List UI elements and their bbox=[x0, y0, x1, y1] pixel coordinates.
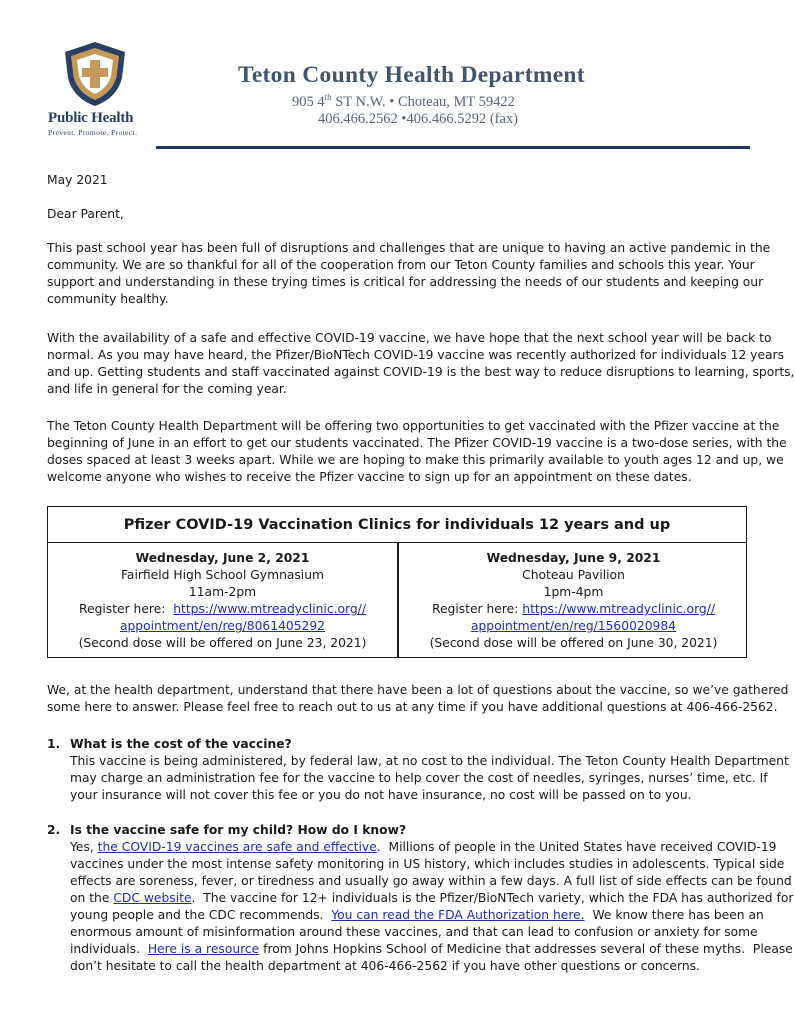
second-dose-note: (Second dose will be offered on June 23, 2021) bbox=[78, 636, 367, 650]
clinic-location: Fairfield High School Gymnasium bbox=[120, 568, 324, 582]
register-link[interactable]: https://www.mtreadyclinic.org// bbox=[522, 602, 716, 616]
answer-cost: This vaccine is being administered, by federal law, at no cost to the individual. The Teton County Health Department may charge an administration fee for the vaccine to help cover the cost of needles, syringes, nurses’ time, etc. If your insurance will not cover this fee or you do not have insurance, no cost will be passed on to you. bbox=[70, 754, 789, 802]
clinic-choteau bbox=[399, 550, 748, 652]
organization-address: 905 4th ST N.W. • Choteau, MT 59422 bbox=[292, 92, 515, 110]
clinic-date: Wednesday, June 2, 2021 bbox=[135, 551, 310, 565]
register-link-continued[interactable]: appointment/en/reg/1560020984 bbox=[470, 619, 677, 633]
register-link-continued[interactable]: appointment/en/reg/8061405292 bbox=[119, 619, 326, 633]
myths-resource-link[interactable]: Here is a resource bbox=[147, 942, 260, 956]
paragraph-vaccine-availability: With the availability of a safe and effective COVID-19 vaccine, we have hope that the next school year will be back to normal. As you may have heard, the Pfizer/BioNTech COVID-19 vaccine was recently authorized for individuals 12 years and up. Getting students and staff vaccinated against COVID-19 is the best way to reduce disruptions to learning, sports, and life in general for the coming year. bbox=[47, 331, 795, 396]
clinic-register-line: Register here: https://www.mtreadyclinic.org// bbox=[79, 602, 366, 616]
question-number: 2. bbox=[47, 823, 61, 837]
clinic-fairfield bbox=[48, 550, 397, 652]
paragraph-school-year: This past school year has been full of disruptions and challenges that are unique to having an active pandemic in the community. We are so thankful for all of the cooperation from our Teton County families and schools this year. Your support and understanding in these trying times is critical for addressing the needs of our students and keeping our community healthy. bbox=[47, 241, 771, 306]
fda-authorization-link[interactable]: You can read the FDA Authorization here. bbox=[331, 908, 585, 922]
organization-name: Teton County Health Department bbox=[238, 62, 585, 88]
cdc-website-link[interactable]: CDC website bbox=[113, 891, 192, 905]
logo-tagline: Prevent. Promote. Protect. bbox=[48, 128, 138, 137]
logo-wordmark: Public Health bbox=[48, 110, 134, 126]
question-number: 1. bbox=[47, 737, 61, 751]
clinic-time: 11am-2pm bbox=[188, 585, 257, 599]
paragraph-questions-intro: We, at the health department, understand that there have been a lot of questions about the vaccine, so we’ve gathered some here to answer. Please feel free to reach out to us at any time if you have additional questions at 406-466-2562. bbox=[47, 683, 789, 714]
clinic-register-line: Register here: https://www.mtreadyclinic.org// bbox=[431, 602, 716, 616]
clinic-location: Choteau Pavilion bbox=[522, 568, 625, 582]
clinic-schedule-table bbox=[47, 506, 747, 658]
question-cost-title: What is the cost of the vaccine? bbox=[70, 737, 292, 751]
paragraph-clinic-offer: The Teton County Health Department will be offering two opportunities to get vaccinated with the Pfizer vaccine at the beginning of June in an effort to get our students vaccinated. The Pfizer COVID-19 vaccine is a two-dose series, with the doses spaced at least 3 weeks apart. While we are hoping to make this primarily available to youth ages 12 and up, we welcome anyone who wishes to receive the Pfizer vaccine to sign up for an appointment on these dates. bbox=[47, 419, 787, 484]
shield-cross-icon bbox=[62, 40, 128, 108]
answer-safety: Yes, the COVID-19 vaccines are safe and effective. Millions of people in the United States have received COVID-19 vaccines under the most intense safety monitoring in US history, which includes studies in adolescents. Typical side effects are soreness, fever, or tiredness and usually go away within a few days. A full list of side effects can be found on the CDC website. The vaccine for 12+ individuals is the Pfizer/BioNTech variety, which the FDA has authorized for young people and the CDC recommends. You can read the FDA Authorization here. We know there has been an enormous amount of misinformation around these vaccines, and that can lead to confusion or anxiety for some individuals. Here is a resource from Johns Hopkins School of Medicine that addresses several of these myths. Please don’t hesitate to call the health department at 406-466-2562 if you have other questions or concerns. bbox=[70, 840, 794, 973]
letter-date: May 2021 bbox=[47, 173, 108, 187]
vaccines-safe-link[interactable]: the COVID-19 vaccines are safe and effective bbox=[97, 840, 377, 854]
register-link[interactable]: https://www.mtreadyclinic.org// bbox=[173, 602, 366, 616]
organization-phone: 406.466.2562 •406.466.5292 (fax) bbox=[318, 111, 518, 127]
question-safety-title: Is the vaccine safe for my child? How do I know? bbox=[70, 823, 407, 837]
header-divider bbox=[156, 146, 750, 149]
public-health-logo bbox=[44, 40, 152, 140]
clinic-date: Wednesday, June 9, 2021 bbox=[486, 551, 661, 565]
table-title: Pfizer COVID-19 Vaccination Clinics for individuals 12 years and up bbox=[48, 507, 746, 543]
second-dose-note: (Second dose will be offered on June 30, 2021) bbox=[429, 636, 718, 650]
clinic-time: 1pm-4pm bbox=[543, 585, 604, 599]
salutation: Dear Parent, bbox=[47, 207, 124, 221]
